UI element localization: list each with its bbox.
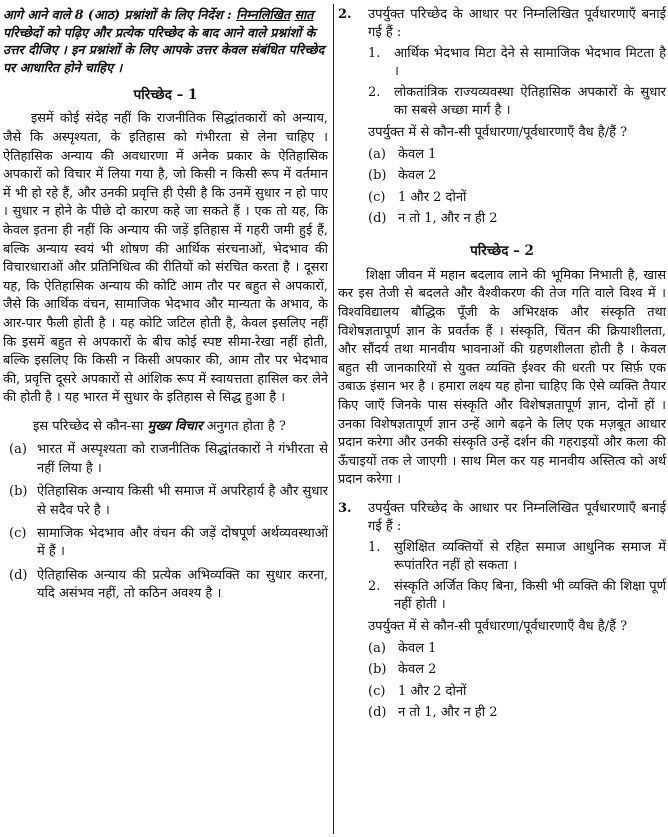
- left-column: [0, 0, 330, 609]
- instructions-underlined-1: निम्नलिखित: [236, 7, 291, 22]
- statement-text: संस्कृति अर्जित किए बिना, किसी भी व्यक्ति की शिक्षा पूर्ण नहीं होती ।: [394, 578, 666, 613]
- question-2-text: उपर्युक्त परिच्छेद के आधार पर निम्नलिखित पूर्वधारणाएँ बनाई गई हैं :: [368, 7, 666, 41]
- option-b[interactable]: [3, 483, 328, 520]
- option-label: (b): [368, 662, 387, 678]
- question-3-ask: उपर्युक्त में से कौन-सी पूर्वधारणा/पूर्वधारणाएँ वैध है/हैं ?: [368, 619, 628, 635]
- option-label: (c): [368, 189, 386, 205]
- statement-number: 2.: [368, 84, 381, 100]
- question-3-text: उपर्युक्त परिच्छेद के आधार पर निम्नलिखित पूर्वधारणाएँ बनाई गई हैं :: [368, 501, 666, 535]
- question-2-ask: उपर्युक्त में से कौन-सी पूर्वधारणा/पूर्वधारणाएँ वैध है/हैं ?: [368, 125, 628, 141]
- question-1: [3, 418, 328, 436]
- statement-text: लोकतांत्रिक राज्यव्यवस्था ऐतिहासिक अपकारों के सुधार का सबसे अच्छा मार्ग है ।: [394, 84, 666, 119]
- statement-2: [368, 84, 666, 121]
- option-text: न तो 1, और न ही 2: [398, 211, 498, 227]
- option-d[interactable]: [368, 704, 666, 722]
- option-text: केवल 2: [398, 168, 437, 184]
- option-label: (c): [368, 683, 386, 699]
- right-column: [336, 0, 668, 725]
- statement-1: [368, 45, 666, 82]
- question-3: [338, 500, 666, 537]
- question-1-number: [3, 418, 33, 436]
- option-text: 1 और 2 दोनों: [398, 189, 467, 205]
- option-text: केवल 2: [398, 662, 437, 678]
- instructions-heading: आगे आने वाले 8 (आठ) प्रश्नांशों के लिए निर्देश :: [3, 7, 232, 22]
- option-label: (a): [9, 442, 27, 458]
- option-c[interactable]: [368, 189, 666, 207]
- instructions-underlined-2: सात: [294, 7, 314, 22]
- option-a[interactable]: [368, 146, 666, 164]
- option-label: (b): [9, 484, 28, 500]
- question-1-text-a: इस परिच्छेद से कौन-सा: [33, 418, 144, 434]
- statement-number: 1.: [368, 45, 381, 61]
- option-text: ऐतिहासिक अन्याय किसी भी समाज में अपरिहार्य है और सुधार से सदैव परे है ।: [37, 484, 328, 518]
- option-text: भारत में अस्पृश्यता को राजनीतिक सिद्धांतकारों ने गंभीरता से नहीं लिया है ।: [37, 442, 328, 476]
- option-text: न तो 1, और न ही 2: [398, 705, 498, 721]
- question-1-options: [3, 441, 328, 603]
- option-label: (a): [368, 146, 386, 162]
- passage-1-text: इसमें कोई संदेह नहीं कि राजनीतिक सिद्धांतकारों को अन्याय, जैसे कि अस्पृश्यता, के इतिहास को गंभीरता से लेना चाहिए । ऐतिहासिक अन्याय की अवधारणा में अनेक प्रकार के ऐतिहासिक अपकारों को विचार में लिया गया है, जो किसी न किसी रूप में वर्तमान में भी हो रहे हैं, और उनकी प्रवृत्ति ही ऐसी है कि उनमें सुधार न हो पाए । सुधार न होने के पीछे दो कारण कहे जा सकते हैं । एक तो यह, कि केवल इतना ही नहीं कि अन्याय की जड़ें इतिहास में गहरी जमी हुई हैं, बल्कि अन्याय स्वयं भी शोषण की आर्थिक संरचनाओं, भेदभाव की विचारधाराओं और प्रतिनिधित्व की रीतियों को संरचित करता है । दूसरा यह, कि ऐतिहासिक अन्याय की कोटि आम तौर पर बहुत से अपकारों, जैसे कि आर्थिक वंचन, सामाजिक भेदभाव और मान्यता के अभाव, के आर-पार फैली होती है । यह कोटि जटिल होती है, केवल इसलिए नहीं कि इसमें बहुत से अपकारों के बीच कोई स्पष्ट सीमा-रेखा नहीं होती, बल्कि इसलिए कि किसी न किसी अपकार की, आम तौर पर भेदभाव की, प्रवृत्ति दूसरे अपकारों से आंशिक रूप में स्वायत्तता हासिल कर लेने की होती है । यह भारत में सुधार के इतिहास से सिद्ध हुआ है ।: [3, 111, 328, 406]
- question-1-text-c: अनुगत होता है ?: [206, 418, 286, 434]
- statement-text: सुशिक्षित व्यक्तियों से रहित समाज आधुनिक समाज में रूपांतरित नहीं हो सकता ।: [394, 539, 666, 574]
- statement-2: [368, 578, 666, 615]
- statement-text: आर्थिक भेदभाव मिटा देने से सामाजिक भेदभाव मिटता है ।: [394, 45, 666, 80]
- option-text: केवल 1: [398, 146, 437, 162]
- passage-2-text: शिक्षा जीवन में महान बदलाव लाने की भूमिका निभाती है, खास कर इस तेजी से बदलते और वैश्वीकरण की तेज गति वाले विश्व में । विश्वविद्यालय बौद्धिक पूँजी के अभिरक्षक और संस्कृति तथा विशेषज्ञतापूर्ण ज्ञान के प्रवर्तक हैं । संस्कृति, चिंतन की क्रियाशीलता, और सौंदर्य तथा मानवीय भावनाओं की ग्रहणशीलता होती है । केवल बहुत सी जानकारियों से युक्त व्यक्ति ईश्वर की धरती पर सिर्फ़ एक उबाऊ इंसान भर है । हमारा लक्ष्य यह होना चाहिए कि ऐसे व्यक्ति तैयार किए जाएँ जिनके पास संस्कृति और विशेषज्ञतापूर्ण ज्ञान, दोनों हों । उनका विशेषज्ञतापूर्ण ज्ञान उन्हें आगे बढ़ने के लिए एक मज़बूत आधार प्रदान करेगा और उनकी संस्कृति उन्हें दर्शन की गहराइयों और कला की ऊँचाइयों तक ले जाएगी । साथ मिल कर यह मानवीय अस्तित्व को अर्थ प्रदान करेगा ।: [338, 267, 666, 488]
- option-label: (a): [368, 640, 386, 656]
- question-1-emphasis: मुख्य विचार: [147, 418, 203, 434]
- option-b[interactable]: [368, 167, 666, 185]
- option-text: केवल 1: [398, 640, 437, 656]
- option-label: (d): [368, 211, 387, 227]
- option-c[interactable]: [368, 683, 666, 701]
- column-divider: [333, 4, 334, 834]
- option-label: (d): [9, 567, 28, 583]
- question-2: [338, 6, 666, 43]
- option-d[interactable]: [3, 567, 328, 604]
- statement-number: 2.: [368, 578, 381, 594]
- option-c[interactable]: [3, 525, 328, 562]
- question-2-options: [368, 146, 666, 229]
- question-3-statements: [368, 539, 666, 615]
- question-3-number: 3.: [338, 501, 352, 516]
- instructions-body: परिच्छेदों को पढ़िए और प्रत्येक परिच्छेद के बाद आने वाले प्रश्नांशों के उत्तर दीजिए । इन प्रश्नांशों के लिए आपके उत्तर केवल संबंधित परिच्छेद पर आधारित होने चाहिए ।: [3, 24, 325, 75]
- option-a[interactable]: [368, 640, 666, 658]
- option-text: सामाजिक भेदभाव और वंचन की जड़ें दोषपूर्ण अर्थव्यवस्थाओं में हैं ।: [37, 525, 328, 560]
- option-label: (d): [368, 705, 387, 721]
- statement-number: 1.: [368, 539, 381, 555]
- option-label: (c): [9, 525, 27, 541]
- passage-2-title: परिच्छेद – 2: [470, 243, 534, 260]
- question-2-statements: [368, 45, 666, 121]
- option-d[interactable]: [368, 210, 666, 228]
- option-label: (b): [368, 168, 387, 184]
- option-text: 1 और 2 दोनों: [398, 683, 467, 699]
- option-text: ऐतिहासिक अन्याय की प्रत्येक अभिव्यक्ति का सुधार करना, यदि असंभव नहीं, तो कठिन अवश्य है ।: [37, 567, 328, 602]
- question-3-options: [368, 640, 666, 723]
- instructions: [3, 6, 328, 76]
- statement-1: [368, 539, 666, 576]
- option-b[interactable]: [368, 661, 666, 679]
- passage-1-title: परिच्छेद – 1: [133, 87, 198, 103]
- question-1-text: [33, 418, 328, 436]
- question-2-number: 2.: [338, 7, 352, 22]
- option-a[interactable]: [3, 441, 328, 478]
